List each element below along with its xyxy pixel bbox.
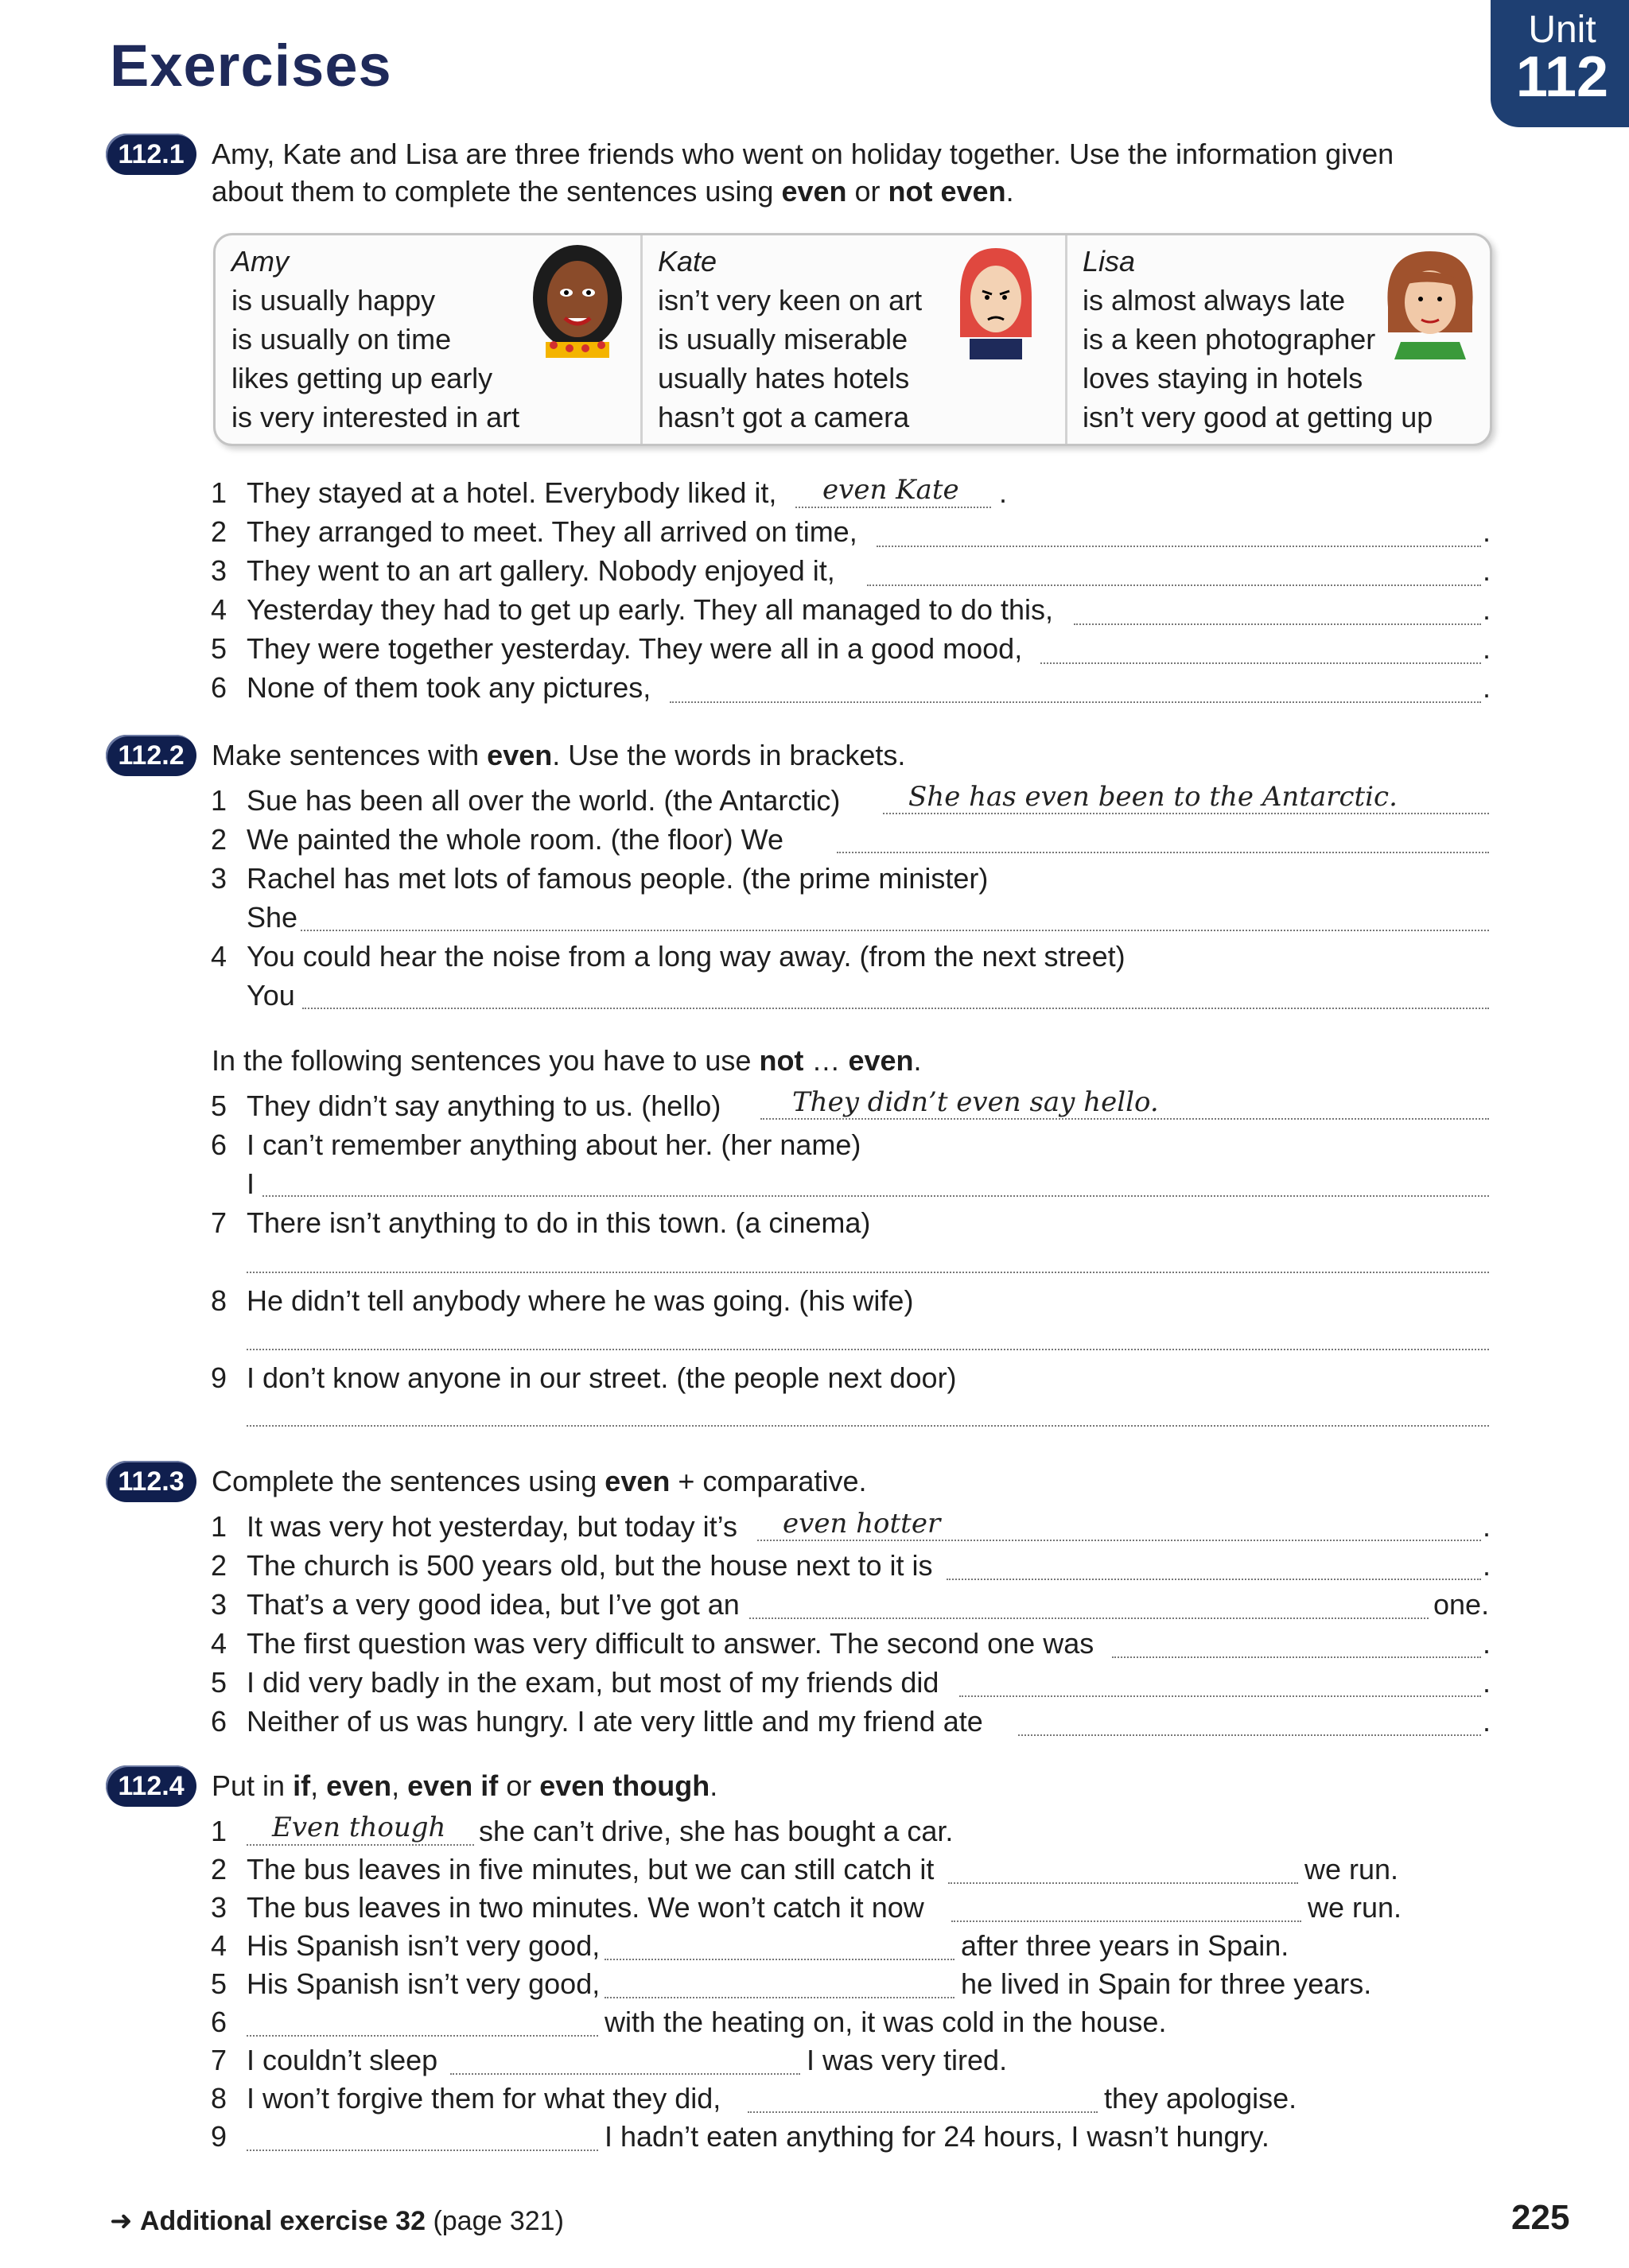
item-number: 4 <box>211 940 227 973</box>
friend-fact: is very interested in art <box>231 401 520 433</box>
item-number: 4 <box>211 1627 227 1660</box>
answer-blank[interactable] <box>247 2150 598 2151</box>
item-text: They went to an art gallery. Nobody enjoyed it, <box>247 554 835 587</box>
item-number: 4 <box>211 1929 227 1962</box>
item-number: 1 <box>211 1510 227 1543</box>
item-text-after: she can’t drive, she has bought a car. <box>479 1815 954 1847</box>
amy-avatar-icon <box>530 242 625 361</box>
item-lead: You <box>247 979 295 1012</box>
item-text: Sue has been all over the world. (the Antarctic) <box>247 784 841 817</box>
item-text: There isn’t anything to do in this town. (a cinema) <box>247 1206 871 1239</box>
answer-blank[interactable] <box>605 1997 954 1998</box>
item-text: We painted the whole room. (the floor) We <box>247 823 783 856</box>
answer-blank[interactable] <box>760 1118 1489 1120</box>
item-number: 7 <box>211 2044 227 2076</box>
item-text: They were together yesterday. They were all in a good mood, <box>247 632 1023 665</box>
item-text: You could hear the noise from a long way away. (from the next street) <box>247 940 1126 973</box>
item-text: None of them took any pictures, <box>247 671 651 704</box>
friend-fact: hasn’t got a camera <box>658 401 910 433</box>
friend-fact: likes getting up early <box>231 362 493 394</box>
exercise-badge-112-3: 112.3 <box>106 1461 196 1502</box>
answer-blank[interactable] <box>670 701 1481 703</box>
friend-name: Lisa <box>1083 245 1136 278</box>
item-text-after: I was very tired. <box>807 2044 1008 2076</box>
handwritten-answer: She has even been to the Antarctic. <box>908 781 1398 813</box>
item-number: 6 <box>211 1128 227 1161</box>
item-text: They arranged to meet. They all arrived on time, <box>247 515 857 548</box>
item-text-before: His Spanish isn’t very good, <box>247 1967 601 2000</box>
item-text: Rachel has met lots of famous people. (the prime minister) <box>247 862 989 895</box>
answer-blank[interactable] <box>947 1579 1481 1580</box>
item-text: He didn’t tell anybody where he was going. (his wife) <box>247 1284 914 1317</box>
item-text: That’s a very good idea, but I’ve got an <box>247 1588 740 1621</box>
unit-tab <box>1491 0 1629 127</box>
unit-label: Unit <box>1528 9 1596 51</box>
page-title: Exercises <box>110 33 392 99</box>
item-number: 2 <box>211 1549 227 1582</box>
friend-name: Amy <box>231 245 289 278</box>
item-text-after: we run. <box>1308 1891 1402 1924</box>
instr-line-1: Amy, Kate and Lisa are three friends who went on holiday together. Use the information given <box>212 138 1394 170</box>
answer-blank[interactable] <box>301 930 1489 931</box>
friend-fact: isn’t very keen on art <box>658 284 923 317</box>
answer-blank[interactable] <box>748 2111 1098 2113</box>
friend-fact: isn’t very good at getting up <box>1083 401 1433 433</box>
exercise-badge-112-4: 112.4 <box>106 1765 196 1807</box>
answer-blank[interactable] <box>247 2035 598 2037</box>
unit-number: 112 <box>1515 45 1609 109</box>
friends-info-box <box>213 233 1492 446</box>
exercise-112-2-instructions: Make sentences with even. Use the words in brackets. <box>212 739 906 771</box>
handwritten-answer: even Kate <box>822 474 959 506</box>
item-text-before: His Spanish isn’t very good, <box>247 1929 601 1962</box>
item-number: 5 <box>211 1089 227 1122</box>
item-text-after: with the heating on, it was cold in the house. <box>605 2006 1167 2038</box>
answer-blank[interactable] <box>883 813 1489 814</box>
item-end: . <box>1483 632 1491 665</box>
item-text: The first question was very difficult to answer. The second one was <box>247 1627 1094 1660</box>
exercise-112-3-instructions: Complete the sentences using even + comparative. <box>212 1465 867 1497</box>
item-text: I can’t remember anything about her. (her name) <box>247 1128 861 1161</box>
item-text-after: after three years in Spain. <box>961 1929 1289 1962</box>
item-number: 3 <box>211 1891 227 1924</box>
friend-fact: loves staying in hotels <box>1083 362 1363 394</box>
page-number: 225 <box>1511 2198 1570 2237</box>
item-number: 2 <box>211 1853 227 1885</box>
instr-line-2: about them to complete the sentences using even or not even. <box>212 175 1014 208</box>
item-number: 9 <box>211 2120 227 2153</box>
item-text: The church is 500 years old, but the house next to it is <box>247 1549 933 1582</box>
item-number: 6 <box>211 2006 227 2038</box>
additional-exercise-link[interactable] <box>110 2205 564 2237</box>
item-end: . <box>1483 1510 1491 1543</box>
item-number: 5 <box>211 1666 227 1699</box>
answer-blank[interactable] <box>867 584 1481 586</box>
item-number: 2 <box>211 515 227 548</box>
answer-blank[interactable] <box>795 507 991 508</box>
item-text: They didn’t say anything to us. (hello) <box>247 1089 721 1122</box>
item-number: 3 <box>211 1588 227 1621</box>
item-end: . <box>1483 554 1491 587</box>
lisa-avatar-icon <box>1377 243 1483 363</box>
friend-fact: usually hates hotels <box>658 362 910 394</box>
friend-fact: is almost always late <box>1083 284 1346 317</box>
exercise-badge-112-1: 112.1 <box>106 134 196 175</box>
item-number: 5 <box>211 632 227 665</box>
answer-blank[interactable] <box>1018 1734 1481 1736</box>
item-end: . <box>1483 1627 1491 1660</box>
exercise-112-4-instructions: Put in if, even, even if or even though. <box>212 1769 718 1802</box>
item-text-after: he lived in Spain for three years. <box>961 1967 1372 2000</box>
item-lead: She <box>247 901 298 934</box>
handwritten-answer: They didn’t even say hello. <box>792 1086 1159 1118</box>
exercise-badge-112-2: 112.2 <box>106 735 196 776</box>
item-end: . <box>1483 1549 1491 1582</box>
item-number: 1 <box>211 1815 227 1847</box>
item-number: 9 <box>211 1361 227 1394</box>
answer-blank[interactable] <box>247 1844 474 1846</box>
item-number: 6 <box>211 1705 227 1738</box>
item-number: 3 <box>211 554 227 587</box>
handwritten-answer: Even though <box>272 1812 446 1843</box>
answer-blank[interactable] <box>262 1195 1489 1197</box>
link-page-ref: (page 321) <box>426 2206 564 2236</box>
item-number: 1 <box>211 784 227 817</box>
item-text-after: I hadn’t eaten anything for 24 hours, I wasn’t hungry. <box>605 2120 1269 2153</box>
answer-blank[interactable] <box>450 2073 800 2075</box>
item-end: one. <box>1433 1588 1490 1621</box>
answer-blank[interactable] <box>959 1695 1481 1697</box>
item-end: . <box>1483 593 1491 626</box>
friend-column-lisa <box>1067 235 1490 444</box>
answer-blank[interactable] <box>749 1618 1429 1619</box>
answer-blank[interactable] <box>951 1920 1301 1922</box>
friend-fact: is a keen photographer <box>1083 323 1376 355</box>
friend-fact: is usually miserable <box>658 323 908 355</box>
answer-blank[interactable] <box>1040 662 1481 664</box>
answer-blank[interactable] <box>877 546 1481 547</box>
item-text: Neither of us was hungry. I ate very little and my friend ate <box>247 1705 983 1738</box>
item-number: 1 <box>211 476 227 509</box>
friend-column-kate <box>642 235 1065 444</box>
answer-blank[interactable] <box>302 1008 1489 1009</box>
item-number: 8 <box>211 2082 227 2115</box>
item-text: I did very badly in the exam, but most of my friends did <box>247 1666 939 1699</box>
item-text-before: The bus leaves in two minutes. We won’t catch it now <box>247 1891 924 1924</box>
item-text: Yesterday they had to get up early. They all managed to do this, <box>247 593 1053 626</box>
answer-blank[interactable] <box>1112 1656 1481 1658</box>
answer-blank[interactable] <box>605 1959 954 1960</box>
friend-name: Kate <box>658 245 717 278</box>
item-end: . <box>999 476 1008 509</box>
answer-blank[interactable] <box>247 1349 1489 1350</box>
friend-fact: is usually on time <box>231 323 452 355</box>
answer-blank[interactable] <box>837 852 1489 853</box>
friend-fact: is usually happy <box>231 284 436 317</box>
answer-blank[interactable] <box>247 1425 1489 1427</box>
kate-avatar-icon <box>952 242 1040 361</box>
item-text-before: I won’t forgive them for what they did, <box>247 2082 721 2115</box>
item-number: 7 <box>211 1206 227 1239</box>
item-text-after: they apologise. <box>1104 2082 1297 2115</box>
item-text-before: The bus leaves in five minutes, but we can still catch it <box>247 1853 935 1885</box>
not-even-subheading: In the following sentences you have to use not … even. <box>212 1044 922 1077</box>
answer-blank[interactable] <box>757 1540 1481 1541</box>
item-end: . <box>1483 671 1491 704</box>
item-number: 4 <box>211 593 227 626</box>
item-number: 8 <box>211 1284 227 1317</box>
answer-blank[interactable] <box>948 1882 1298 1884</box>
exercise-112-1-instructions <box>212 135 1394 210</box>
link-label: Additional exercise 32 <box>139 2206 426 2236</box>
handwritten-answer: even hotter <box>783 1508 941 1540</box>
item-end: . <box>1483 1666 1491 1699</box>
friend-column-amy <box>216 235 640 444</box>
answer-blank[interactable] <box>247 1272 1489 1273</box>
item-text: They stayed at a hotel. Everybody liked it, <box>247 476 777 509</box>
item-number: 3 <box>211 862 227 895</box>
answer-blank[interactable] <box>1074 623 1481 625</box>
item-end: . <box>1483 515 1491 548</box>
item-end: . <box>1483 1705 1491 1738</box>
arrow-right-icon: ➜ <box>110 2206 133 2236</box>
item-number: 2 <box>211 823 227 856</box>
item-text: It was very hot yesterday, but today it’s <box>247 1510 737 1543</box>
item-number: 5 <box>211 1967 227 2000</box>
item-lead: I <box>247 1167 255 1200</box>
item-text: I don’t know anyone in our street. (the people next door) <box>247 1361 957 1394</box>
item-text-after: we run. <box>1304 1853 1399 1885</box>
item-text-before: I couldn’t sleep <box>247 2044 438 2076</box>
item-number: 6 <box>211 671 227 704</box>
